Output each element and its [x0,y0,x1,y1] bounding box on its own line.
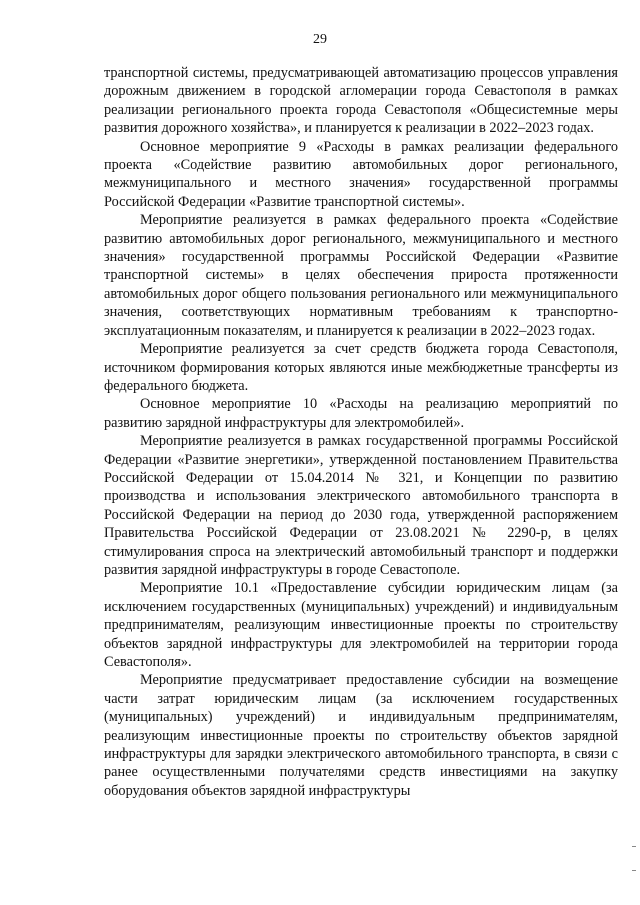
paragraph-measure-9-funding: Мероприятие реализуется за счет средств бюджета города Севастополя, источником формирования которых являются иные межбюджетные трансферты из федерального бюджета. [104,341,618,394]
page-number: 29 [313,32,327,47]
paragraph-continuation: транспортной системы, предусматривающей автоматизацию процессов управления дорожным движением в городской агломерации города Севастополя в рамках реализации регионального проекта города Севастополя «Общесистемные меры развития дорожного хозяйства», и планируется к реализации в 2022–2023 годах. [104,65,618,137]
scan-edge-mark [632,870,636,871]
paragraph-measure-9-description: Мероприятие реализуется в рамках федерального проекта «Содействие развитию автомобильных дорог регионального, межмуниципального и местного значения» государственной программы Российской Федерации «Развитие транспортной системы» в целях обеспечения прироста протяженности автомобильных дорог общего пользования регионального или межмуниципального значения, соответствующих нормативным требованиям к транспортно-эксплуатационным показателям, и планируется к реализации в 2022–2023 годах. [104,212,618,339]
paragraph-measure-10-1: Мероприятие 10.1 «Предоставление субсидии юридическим лицам (за исключением государственных (муниципальных) учреждений) и индивидуальным предпринимателям, реализующим инвестиционные проекты по строительству объектов зарядной инфраструктуры для электромобилей на территории города Севастополя». [104,580,618,670]
paragraph-measure-10-1-description: Мероприятие предусматривает предоставление субсидии на возмещение части затрат юридическим лицам (за исключением государственных (муниципальных) учреждений) и индивидуальным предпринимателям, реализующим инвестиционные проекты по строительству объектов зарядной инфраструктуры для зарядки электрического автомобильного транспорта, в связи с ранее осуществленными получателями средств инвестициями на закупку оборудования объектов зарядной инфраструктуры [104,672,618,799]
paragraph-measure-10-description: Мероприятие реализуется в рамках государственной программы Российской Федерации «Развитие энергетики», утвержденной постановлением Правительства Российской Федерации от 15.04.2014 № 321, и Концепции по развитию производства и использования электрического автомобильного транспорта в Российской Федерации на период до 2030 года, утвержденной распоряжением Правительства Российской Федерации от 23.08.2021 № 2290-р, в целях стимулирования спроса на электрический автомобильный транспорт и поддержки развития зарядной инфраструктуры в городе Севастополе. [104,433,618,578]
paragraph-main-measure-9: Основное мероприятие 9 «Расходы в рамках реализации федерального проекта «Содействие развитию автомобильных дорог регионального, межмуниципального и местного значения» государственной программы Российской Федерации «Развитие транспортной системы». [104,138,618,210]
paragraph-main-measure-10: Основное мероприятие 10 «Расходы на реализацию мероприятий по развитию зарядной инфраструктуры для электромобилей». [104,396,618,431]
body-text [104,64,618,800]
scan-edge-mark [632,846,636,847]
